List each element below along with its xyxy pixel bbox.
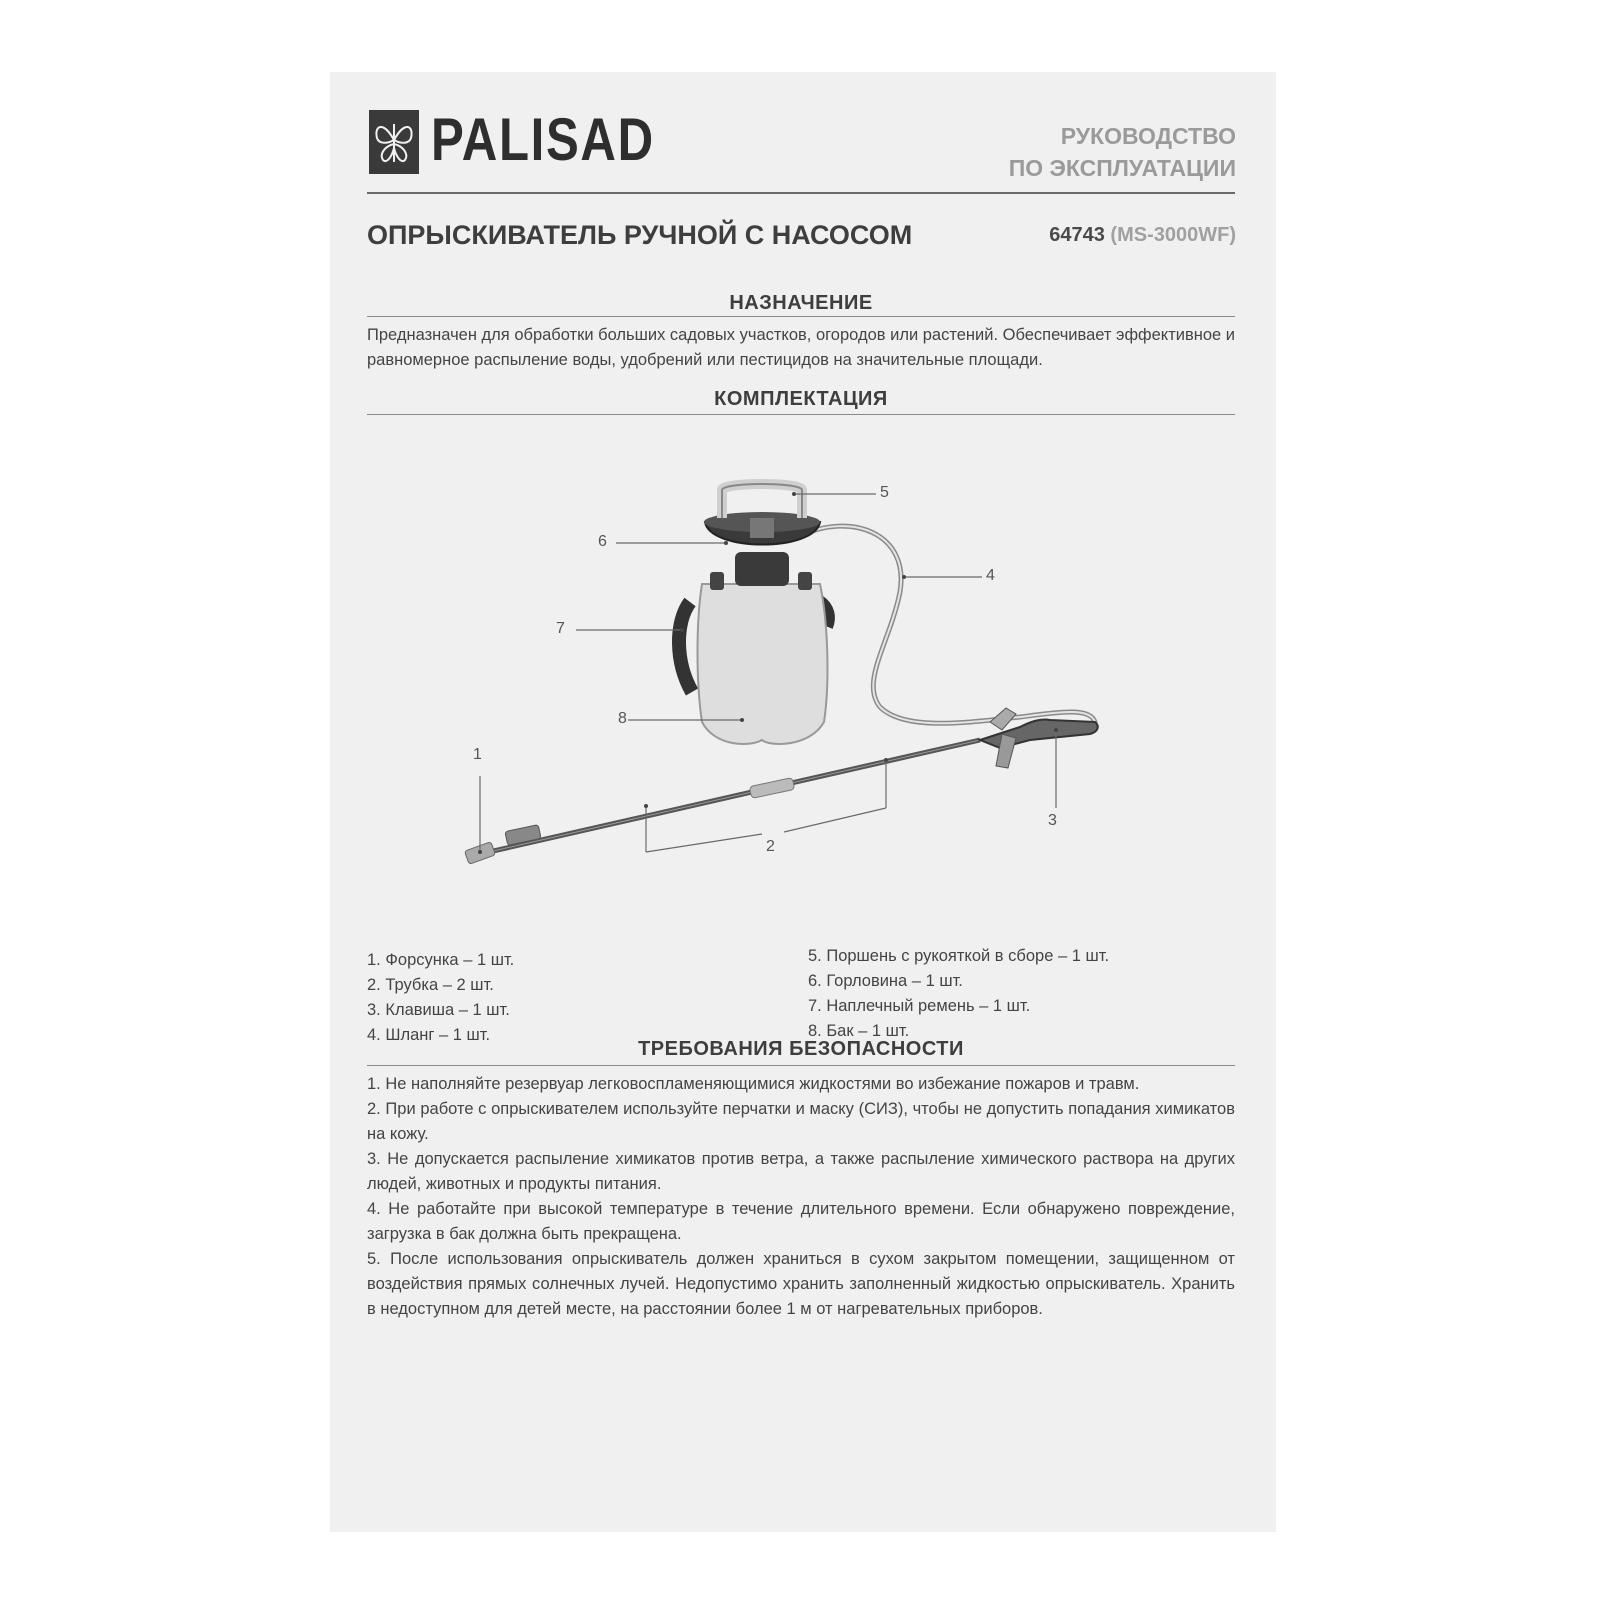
callout-2: 2 <box>766 838 775 855</box>
safety-item: 5. После использования опрыскиватель должен храниться в сухом закрытом помещении, защищенном от воздействия прямых солнечных лучей. Недопустимо хранить заполненный жидкостью опрыскиватель. Хранить в недоступном для детей месте, на расстоянии более 1 м от нагревательных приборов. <box>367 1250 1235 1318</box>
purpose-paragraph: Предназначен для обработки больших садовых участков, огородов или растений. Обеспечивает эффективное и равномерное распыление воды, удобрений или пестицидов на значительные площади. <box>367 326 1235 369</box>
kit-item: 3. Клавиша – 1 шт. <box>367 1001 510 1019</box>
callout-4: 4 <box>986 567 995 584</box>
callout-8: 8 <box>618 710 627 727</box>
manual-title-line2: ПО ЭКСПЛУАТАЦИИ <box>1008 155 1236 181</box>
kit-list-right <box>808 944 1228 1044</box>
callout-1: 1 <box>473 746 482 763</box>
kit-item: 5. Поршень с рукояткой в сборе – 1 шт. <box>808 947 1110 965</box>
kit-list-left <box>367 948 787 1048</box>
kit-item: 1. Форсунка – 1 шт. <box>367 951 515 969</box>
header-divider <box>367 192 1235 194</box>
callout-7: 7 <box>556 620 565 637</box>
kit-item: 2. Трубка – 2 шт. <box>367 976 494 994</box>
butterfly-logo-icon <box>369 110 419 174</box>
kit-item: 8. Бак – 1 шт. <box>808 1022 910 1040</box>
safety-item: 4. Не работайте при высокой температуре в течение длительного времени. Если обнаружено повреждение, загрузка в бак должна быть прекращена. <box>367 1200 1235 1243</box>
callout-5: 5 <box>880 484 889 501</box>
manual-title-line1: РУКОВОДСТВО <box>1060 123 1236 149</box>
purpose-divider <box>367 316 1235 317</box>
product-model <box>1049 224 1236 247</box>
callout-6: 6 <box>598 533 607 550</box>
callout-3: 3 <box>1048 812 1057 829</box>
safety-item: 3. Не допускается распыление химикатов против ветра, а также распыление химического раствора на других людей, животных и продукты питания. <box>367 1150 1235 1193</box>
safety-divider <box>367 1065 1235 1066</box>
kit-item: 6. Горловина – 1 шт. <box>808 972 963 990</box>
purpose-text <box>367 323 1235 373</box>
safety-list <box>367 1072 1235 1322</box>
kit-item: 4. Шланг – 1 шт. <box>367 1026 491 1044</box>
manual-title <box>1009 120 1236 184</box>
purpose-title: НАЗНАЧЕНИЕ <box>729 292 873 314</box>
kit-title: КОМПЛЕКТАЦИЯ <box>714 388 888 410</box>
kit-divider <box>367 414 1235 415</box>
safety-item: 2. При работе с опрыскивателем используйте перчатки и маску (СИЗ), чтобы не допустить попадания химикатов на кожу. <box>367 1100 1235 1143</box>
kit-item: 7. Наплечный ремень – 1 шт. <box>808 997 1031 1015</box>
product-title: ОПРЫСКИВАТЕЛЬ РУЧНОЙ С НАСОСОМ <box>367 220 913 250</box>
sprayer-illustration <box>330 422 1276 942</box>
safety-title: ТРЕБОВАНИЯ БЕЗОПАСНОСТИ <box>638 1038 964 1060</box>
safety-item: 1. Не наполняйте резервуар легковоспламеняющимися жидкостями во избежание пожаров и травм. <box>367 1075 1140 1093</box>
model-code: (MS-3000WF) <box>1110 224 1236 246</box>
manual-page <box>330 72 1276 1532</box>
brand-name: PALISAD <box>431 106 655 173</box>
article-number: 64743 <box>1049 224 1105 246</box>
